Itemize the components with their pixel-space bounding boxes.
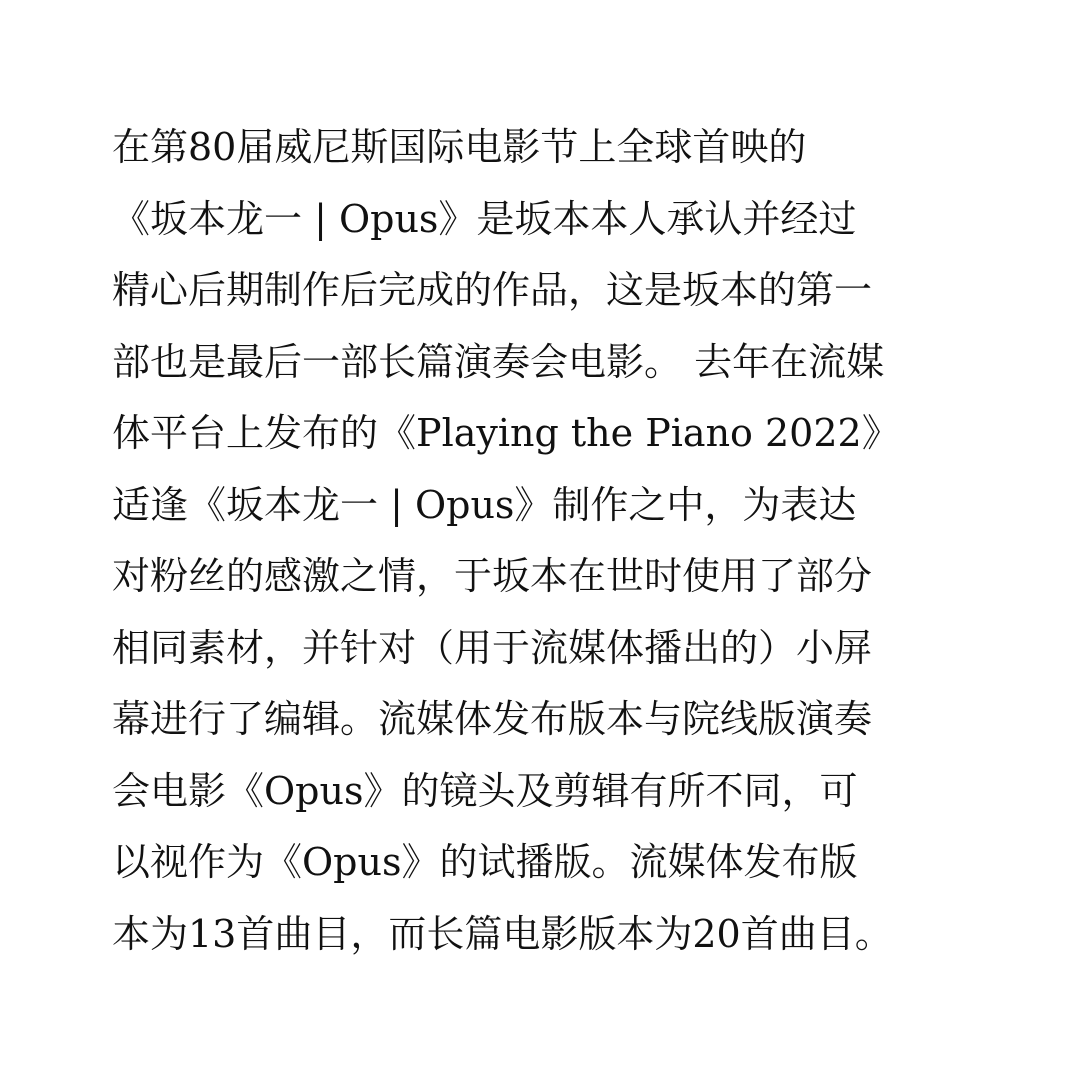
text-line-2: 《坂本龙一 | Opus》是坂本本人承认并经过 xyxy=(112,196,857,241)
text-line-6: 适逢《坂本龙一 | Opus》制作之中，为表达 xyxy=(112,482,857,527)
text-line-8: 相同素材，并针对（用于流媒体播出的）小屏 xyxy=(112,625,873,670)
text-line-1: 在第80届威尼斯国际电影节上全球首映的 xyxy=(112,125,807,169)
text-line-4: 部也是最后一部长篇演奏会电影。 去年在流媒 xyxy=(112,339,885,384)
text-line-3: 精心后期制作后完成的作品，这是坂本的第一 xyxy=(112,268,873,312)
body-text xyxy=(112,112,992,970)
text-line-5: 体平台上发布的《Playing the Piano 2022》 xyxy=(112,411,900,455)
text-line-7: 对粉丝的感激之情，于坂本在世时使用了部分 xyxy=(112,554,873,598)
text-line-11: 以视作为《Opus》的试播版。流媒体发布版 xyxy=(112,840,858,884)
text-line-9: 幕进行了编辑。流媒体发布版本与院线版演奏 xyxy=(112,697,873,741)
text-line-12: 本为13首曲目，而长篇电影版本为20首曲目。 xyxy=(112,911,893,956)
text-line-10: 会电影《Opus》的镜头及剪辑有所不同，可 xyxy=(112,768,858,813)
